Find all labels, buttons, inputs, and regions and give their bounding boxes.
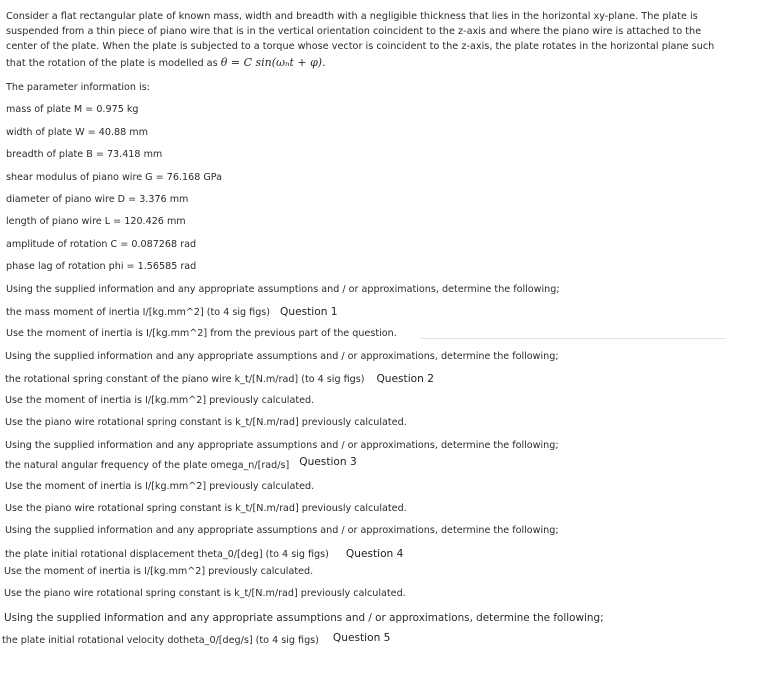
intro-line-3: center of the plate. When the plate is subjected to a torque whose vector is coincident to the z-axis, the plate rotates in the horizontal plane such <box>6 41 715 53</box>
q1-prompt <box>6 306 338 319</box>
q4-note-2: Use the piano wire rotational spring constant is k_t/[N.m/rad] previously calculated. <box>5 503 407 514</box>
q5-intro: Using the supplied information and any appropriate assumptions and / or approximations, determine the following; <box>4 612 604 624</box>
param-amplitude: amplitude of rotation C = 0.087268 rad <box>6 239 197 250</box>
intro-line-4 <box>6 55 741 71</box>
rotation-equation: θ = C sin(ωₙt + φ). <box>220 55 326 69</box>
q1-intro: Using the supplied information and any appropriate assumptions and / or approximations, determine the following; <box>6 284 560 295</box>
params-heading: The parameter information is: <box>6 82 150 93</box>
q3-intro: Using the supplied information and any appropriate assumptions and / or approximations, determine the following; <box>5 440 559 451</box>
q2-note-1: Use the moment of inertia is I/[kg.mm^2] from the previous part of the question. <box>6 328 397 339</box>
param-phase: phase lag of rotation phi = 1.56585 rad <box>6 261 197 272</box>
q2-text: the rotational spring constant of the piano wire k_t/[N.m/rad] (to 4 sig figs) <box>5 374 365 385</box>
q5-note-2: Use the piano wire rotational spring constant is k_t/[N.m/rad] previously calculated. <box>4 588 406 599</box>
q3-note-2: Use the piano wire rotational spring constant is k_t/[N.m/rad] previously calculated. <box>5 417 407 428</box>
param-diameter: diameter of piano wire D = 3.376 mm <box>6 194 189 205</box>
param-shear-modulus: shear modulus of piano wire G = 76.168 GPa <box>6 172 223 183</box>
param-length: length of piano wire L = 120.426 mm <box>6 216 186 227</box>
problem-statement <box>6 9 741 71</box>
divider <box>420 338 726 339</box>
param-breadth: breadth of plate B = 73.418 mm <box>6 149 163 160</box>
param-width: width of plate W = 40.88 mm <box>6 127 148 138</box>
q5-label: Question 5 <box>332 632 391 644</box>
intro-line-1: Consider a flat rectangular plate of known mass, width and breadth with a negligible thickness that lies in the horizontal xy-plane. The plate is <box>6 11 698 22</box>
q2-prompt <box>5 373 434 386</box>
q5-prompt <box>2 634 390 647</box>
q1-label: Question 1 <box>280 306 338 318</box>
q3-text: the natural angular frequency of the plate omega_n/[rad/s] <box>5 460 290 471</box>
param-mass: mass of plate M = 0.975 kg <box>6 104 139 115</box>
q4-note-1: Use the moment of inertia is I/[kg.mm^2] previously calculated. <box>5 481 315 492</box>
q3-prompt <box>5 456 357 472</box>
intro-line-2: suspended from a thin piece of piano wire that is in the vertical orientation coincident to the z-axis and where the piano wire is attached to the <box>6 26 702 38</box>
q1-text: the mass moment of inertia I/[kg.mm^2] (to 4 sig figs) <box>6 307 271 318</box>
q5-note-1: Use the moment of inertia is I/[kg.mm^2] previously calculated. <box>4 566 314 577</box>
q2-label: Question 2 <box>376 373 434 385</box>
intro-line-4-prefix: that the rotation of the plate is modelled as <box>6 57 221 69</box>
q4-prompt <box>5 548 403 561</box>
q5-text: the plate initial rotational velocity dotheta_0/[deg/s] (to 4 sig figs) <box>2 635 319 646</box>
q4-text: the plate initial rotational displacement theta_0/[deg] (to 4 sig figs) <box>5 549 329 560</box>
q3-label: Question 3 <box>299 456 357 468</box>
q3-note-1: Use the moment of inertia is I/[kg.mm^2] previously calculated. <box>5 395 315 406</box>
q4-intro: Using the supplied information and any appropriate assumptions and / or approximations, determine the following; <box>5 525 559 536</box>
q4-label: Question 4 <box>345 548 404 560</box>
q2-intro: Using the supplied information and any appropriate assumptions and / or approximations, determine the following; <box>5 351 559 362</box>
